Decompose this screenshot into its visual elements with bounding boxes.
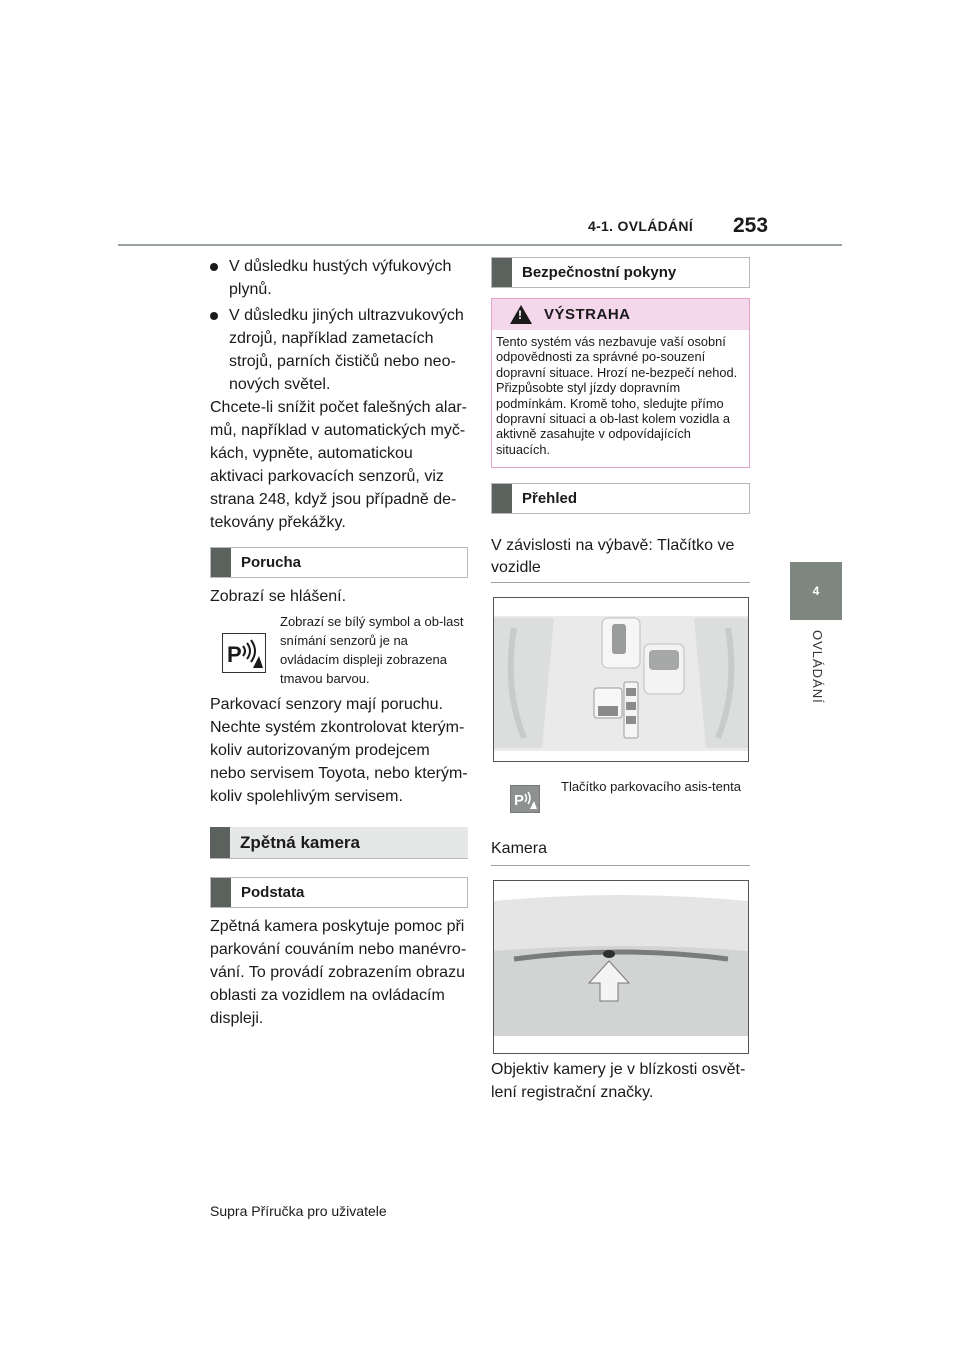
section-title-podstata: Podstata xyxy=(241,884,305,901)
button-caption: Tlačítko parkovacího asis-tenta xyxy=(561,779,741,794)
list-item xyxy=(210,304,468,396)
list-item-text: V důsledku jiných ultrazvukových zdrojů, například zametacích strojů, parních čističů nebo neo-nových světel. xyxy=(229,307,464,393)
warning-triangle-icon xyxy=(510,305,532,324)
chapter-number: 4 xyxy=(812,584,820,598)
warning-title: VÝSTRAHA xyxy=(544,306,631,323)
chapter-label xyxy=(790,630,842,720)
camera-caption: Objektiv kamery je v blízkosti osvět-lení registrační značky. xyxy=(491,1061,746,1101)
section-box-camera xyxy=(210,827,468,859)
section-bar xyxy=(492,484,512,513)
camera-figure xyxy=(493,880,749,1054)
section-bar xyxy=(211,548,231,577)
bullet-icon xyxy=(210,263,218,271)
section-box-porucha xyxy=(210,547,468,578)
park-assist-button-icon xyxy=(510,785,540,813)
section-bar xyxy=(492,258,512,287)
console-illustration xyxy=(494,598,748,761)
paragraph-message: Zobrazí se hlášení. xyxy=(210,588,347,605)
paragraph-false-alarms: Chcete-li snížit počet falešných alar-mů, například v automatických myč-kách, vypněte, automatickou aktivaci parkovacích senzorů, viz strana 248, když jsou případně de-tekovány překážky. xyxy=(210,399,467,531)
section-box-podstata xyxy=(210,877,468,908)
svg-text:P: P xyxy=(514,792,525,809)
park-assist-button-graphic xyxy=(511,786,539,812)
warning-header xyxy=(492,299,749,330)
paragraph-camera: Zpětná kamera poskytuje pomoc při parkování couváním nebo manévro-vání. To provádí zobrazením obrazu oblasti za vozidlem na ovládacím displeji. xyxy=(210,918,467,1027)
icon-description: Zobrazí se bílý symbol a ob-last snímání senzorů je na ovládacím displeji zobrazena tmavou barvou. xyxy=(280,614,464,686)
section-title: 4-1. OVLÁDÁNÍ xyxy=(588,218,694,234)
warning-box xyxy=(491,298,750,468)
camera-heading-text: Kamera xyxy=(491,840,548,857)
svg-text:P: P xyxy=(227,642,242,667)
chapter-label-text: OVLÁDÁNÍ xyxy=(810,630,825,704)
camera-heading xyxy=(491,838,750,866)
park-sensor-icon-graphic xyxy=(223,634,265,672)
section-title-overview: Přehled xyxy=(522,490,578,507)
section-title-camera: Zpětná kamera xyxy=(240,832,360,852)
header-divider xyxy=(118,244,842,246)
equipment-heading xyxy=(491,535,750,583)
chapter-tab xyxy=(790,562,842,620)
section-title-porucha: Porucha xyxy=(241,554,302,571)
page-number: 253 xyxy=(733,214,769,237)
section-box-overview xyxy=(491,483,750,514)
warning-text: Tento systém vás nezbavuje vaší osobní odpovědnosti za správné po-souzení dopravní situace. Hrozí ne-bezpečí nehod. Přizpůsobte styl jízdy dopravním podmínkám. Kromě toho, sledujte přímo dopravní situaci a ob-last kolem vozidla a aktivně zasahujte v odpovídajících situacích. xyxy=(496,334,738,457)
bullet-icon xyxy=(210,312,218,320)
console-figure xyxy=(493,597,749,762)
footer-text: Supra Příručka pro uživatele xyxy=(210,1203,387,1219)
section-bar xyxy=(210,827,230,858)
section-title-safety: Bezpečnostní pokyny xyxy=(522,264,677,281)
equipment-text: V závislosti na výbavě: Tlačítko ve vozidle xyxy=(491,537,735,576)
section-box-safety xyxy=(491,257,750,288)
list-item-text: V důsledku hustých výfukových plynů. xyxy=(229,258,452,298)
paragraph-fault: Parkovací senzory mají poruchu. Nechte systém zkontrolovat kterým-koliv autorizovaným prodejcem nebo servisem Toyota, nebo kterým-koliv spolehlivým servisem. xyxy=(210,696,468,805)
park-sensor-icon xyxy=(222,633,266,673)
camera-illustration xyxy=(494,881,748,1053)
list-item xyxy=(210,255,468,301)
section-bar xyxy=(211,878,231,907)
